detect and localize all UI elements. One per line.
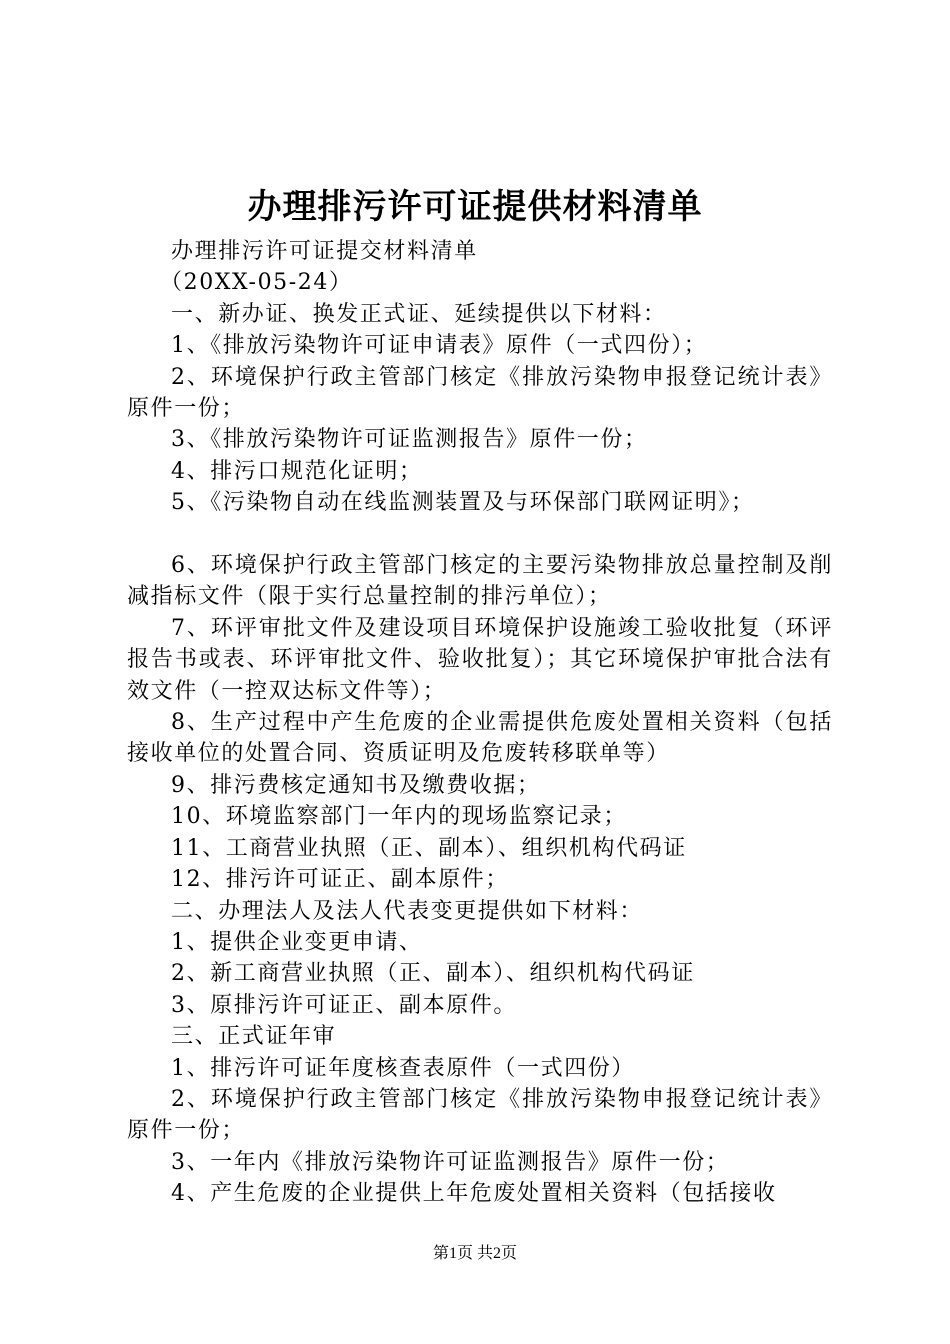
- list-item: 9、排污费核定通知书及缴费收据；: [171, 772, 541, 798]
- document-title: 办理排污许可证提供材料清单: [247, 187, 703, 227]
- page-footer: 第1页 共2页: [432, 1245, 517, 1262]
- list-item: 3、一年内《排放污染物许可证监测报告》原件一份；: [171, 1149, 730, 1175]
- blank-line: [127, 519, 833, 550]
- document-body: [127, 236, 833, 1210]
- list-item: 12、排污许可证正、副本原件；: [171, 867, 509, 893]
- list-item: 1、排污许可证年度核查表原件（一式四份）: [171, 1055, 635, 1081]
- list-item: 2、新工商营业执照（正、副本）、组织机构代码证: [171, 961, 695, 987]
- list-item: 3、原排污许可证正、副本原件。: [171, 992, 517, 1018]
- list-item: 8、生产过程中产生危废的企业需提供危废处置相关资料（包括接收单位的处置合同、资质证明及危废转移联单等）: [127, 710, 833, 767]
- list-item: 7、环评审批文件及建设项目环境保护设施竣工验收批复（环评报告书或表、环评审批文件、验收批复）；其它环境保护审批合法有效文件（一控双达标文件等）；: [127, 615, 833, 704]
- list-item: 10、环境监察部门一年内的现场监察记录；: [171, 804, 627, 830]
- section-heading: 二、办理法人及法人代表变更提供如下材料：: [171, 898, 644, 924]
- section-heading: 三、正式证年审: [171, 1024, 337, 1050]
- list-item: 2、环境保护行政主管部门核定《排放污染物申报登记统计表》原件一份；: [127, 364, 833, 422]
- list-item: 11、工商营业执照（正、副本）、组织机构代码证: [171, 835, 687, 861]
- paragraph-date: （20XX-05-24）: [160, 270, 353, 296]
- list-item: 1、《排放污染物许可证申请表》原件（一式四份）；: [171, 333, 708, 359]
- list-item: 1、提供企业变更申请、: [171, 929, 423, 955]
- list-item: 4、产生危废的企业提供上年危废处置相关资料（包括接收: [171, 1181, 777, 1207]
- list-item: 3、《排放污染物许可证监测报告》原件一份；: [171, 427, 648, 453]
- list-item: 5、《污染物自动在线监测装置及与环保部门联网证明》；: [171, 490, 755, 516]
- list-item: 2、环境保护行政主管部门核定《排放污染物申报登记统计表》原件一份；: [127, 1086, 833, 1144]
- paragraph: 办理排污许可证提交材料清单: [171, 239, 478, 264]
- section-heading: 一、新办证、换发正式证、延续提供以下材料：: [171, 301, 667, 327]
- list-item: 4、排污口规范化证明；: [171, 458, 423, 484]
- list-item: 6、环境保护行政主管部门核定的主要污染物排放总量控制及削减指标文件（限于实行总量控制的排污单位）；: [127, 553, 833, 610]
